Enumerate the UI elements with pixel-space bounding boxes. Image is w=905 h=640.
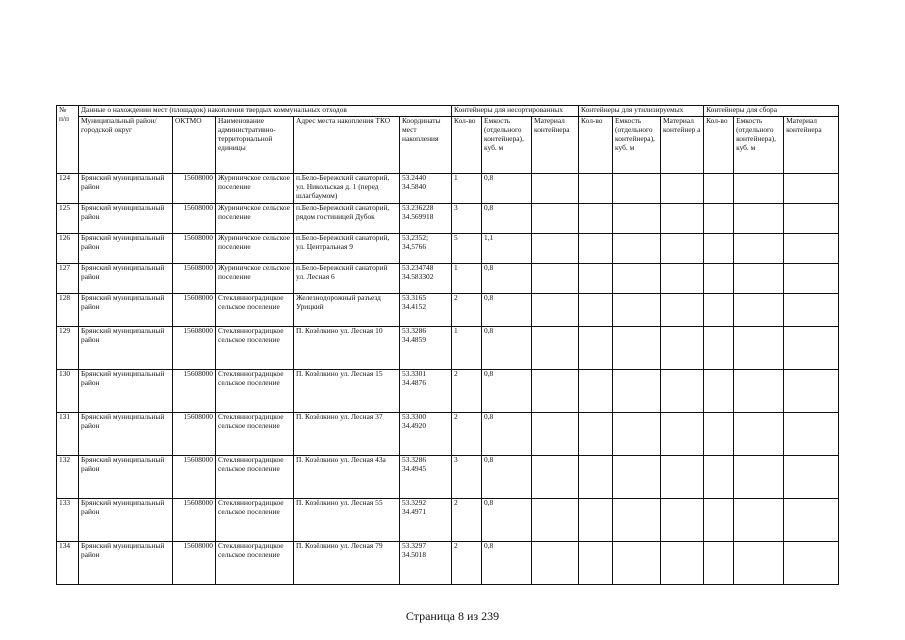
col-qty2-header: Кол-во	[579, 117, 613, 174]
col-material2-header: Материал контейнер а	[661, 117, 704, 174]
row-empty-cell	[661, 204, 704, 234]
row-num: 125	[57, 204, 79, 234]
row-district: Брянский муниципальный район	[79, 264, 173, 294]
row-empty-cell	[579, 413, 613, 456]
row-address: П. Козёлкино ул. Лесная 10	[294, 327, 400, 370]
row-oktmo: 15608000	[173, 413, 216, 456]
row-empty-cell	[579, 456, 613, 499]
row-empty-cell	[734, 370, 784, 413]
row-empty-cell	[532, 264, 579, 294]
row-coords: 53.3297 34.5018	[400, 542, 452, 585]
row-num: 132	[57, 456, 79, 499]
row-empty-cell	[704, 327, 734, 370]
col-qty-header: Кол-во	[452, 117, 482, 174]
col-admin-header: Наименование административно-территориальной единицы	[216, 117, 294, 174]
row-empty-cell	[579, 542, 613, 585]
row-empty-cell	[661, 413, 704, 456]
row-empty-cell	[661, 264, 704, 294]
row-empty-cell	[661, 234, 704, 264]
table-row	[57, 542, 839, 585]
row-oktmo: 15608000	[173, 294, 216, 327]
table-row	[57, 327, 839, 370]
row-admin: Журиничское сельское поселение	[216, 174, 294, 204]
row-empty-cell	[784, 174, 839, 204]
row-admin: Стеклянноградицкое сельское поселение	[216, 542, 294, 585]
row-admin: Стеклянноградицкое сельское поселение	[216, 413, 294, 456]
row-empty-cell	[734, 294, 784, 327]
row-num: 127	[57, 264, 79, 294]
row-empty-cell	[704, 542, 734, 585]
table-row	[57, 204, 839, 234]
group-header-places: Данные о нахождении мест (площадок) накопления твердых коммунальных отходов	[79, 106, 452, 117]
row-empty-cell	[734, 264, 784, 294]
row-qty: 1	[452, 327, 482, 370]
row-admin: Стеклянноградицкое сельское поселение	[216, 327, 294, 370]
row-empty-cell	[613, 327, 661, 370]
row-address: П. Козёлкино ул. Лесная 43а	[294, 456, 400, 499]
row-empty-cell	[784, 234, 839, 264]
row-empty-cell	[704, 264, 734, 294]
page-number-footer: Страница 8 из 239	[405, 609, 500, 623]
row-coords: 53.3286 34.4859	[400, 327, 452, 370]
row-empty-cell	[532, 327, 579, 370]
row-coords: 53.236228 34.569918	[400, 204, 452, 234]
row-district: Брянский муниципальный район	[79, 174, 173, 204]
row-empty-cell	[613, 174, 661, 204]
row-empty-cell	[784, 204, 839, 234]
row-empty-cell	[532, 542, 579, 585]
row-empty-cell	[784, 264, 839, 294]
group-header-recycle: Контейнеры для утилизируемых	[579, 106, 704, 117]
row-empty-cell	[661, 542, 704, 585]
row-empty-cell	[734, 456, 784, 499]
row-coords: 53.3292 34.4971	[400, 499, 452, 542]
row-empty-cell	[613, 234, 661, 264]
row-oktmo: 15608000	[173, 264, 216, 294]
row-empty-cell	[579, 327, 613, 370]
row-admin: Стеклянноградицкое сельское поселение	[216, 456, 294, 499]
row-address: п.Бело-Бережский санаторий, ул. Центральная 9	[294, 234, 400, 264]
row-address: п.Бело-Бережский санаторий ул. Лесная 6	[294, 264, 400, 294]
row-empty-cell	[704, 174, 734, 204]
row-empty-cell	[784, 456, 839, 499]
row-capacity: 0,8	[482, 413, 532, 456]
row-oktmo: 15608000	[173, 204, 216, 234]
row-empty-cell	[532, 174, 579, 204]
row-district: Брянский муниципальный район	[79, 294, 173, 327]
row-empty-cell	[579, 294, 613, 327]
row-empty-cell	[661, 456, 704, 499]
row-empty-cell	[734, 234, 784, 264]
row-empty-cell	[734, 499, 784, 542]
row-empty-cell	[532, 370, 579, 413]
row-empty-cell	[613, 542, 661, 585]
row-qty: 2	[452, 370, 482, 413]
row-empty-cell	[579, 370, 613, 413]
row-empty-cell	[784, 499, 839, 542]
table-row	[57, 370, 839, 413]
row-district: Брянский муниципальный район	[79, 234, 173, 264]
row-oktmo: 15608000	[173, 499, 216, 542]
row-empty-cell	[532, 234, 579, 264]
row-num: 124	[57, 174, 79, 204]
row-district: Брянский муниципальный район	[79, 413, 173, 456]
row-empty-cell	[613, 370, 661, 413]
row-qty: 1	[452, 174, 482, 204]
col-material3-header: Материал контейнера	[784, 117, 839, 174]
row-oktmo: 15608000	[173, 234, 216, 264]
table-row	[57, 413, 839, 456]
col-address-header: Адрес места накопления ТКО	[294, 117, 400, 174]
row-coords: 53.3301 34.4876	[400, 370, 452, 413]
row-coords: 53.3300 34.4920	[400, 413, 452, 456]
row-address: П. Козёлкино ул. Лесная 79	[294, 542, 400, 585]
row-num: 126	[57, 234, 79, 264]
col-material-header: Материал контейнера	[532, 117, 579, 174]
table-row	[57, 456, 839, 499]
row-empty-cell	[579, 234, 613, 264]
row-empty-cell	[661, 327, 704, 370]
row-num: 128	[57, 294, 79, 327]
row-oktmo: 15608000	[173, 174, 216, 204]
col-capacity3-header: Емкость (отдельного контейнера), куб. м	[734, 117, 784, 174]
row-address: П. Козёлкино ул. Лесная 15	[294, 370, 400, 413]
waste-sites-table	[56, 105, 839, 585]
row-num: 129	[57, 327, 79, 370]
row-empty-cell	[704, 234, 734, 264]
row-district: Брянский муниципальный район	[79, 204, 173, 234]
row-empty-cell	[704, 294, 734, 327]
row-qty: 2	[452, 413, 482, 456]
row-empty-cell	[613, 456, 661, 499]
col-capacity2-header: Емкость (отдельного контейнера), куб. м	[613, 117, 661, 174]
row-empty-cell	[532, 294, 579, 327]
row-admin: Журиничское сельское поселение	[216, 264, 294, 294]
row-coords: 53.3286 34.4945	[400, 456, 452, 499]
row-empty-cell	[613, 204, 661, 234]
group-header-unsorted: Контейнеры для несортированных	[452, 106, 579, 117]
column-header-row	[57, 117, 839, 174]
row-district: Брянский муниципальный район	[79, 542, 173, 585]
row-address: П. Козёлкино ул. Лесная 37	[294, 413, 400, 456]
row-oktmo: 15608000	[173, 370, 216, 413]
row-empty-cell	[661, 499, 704, 542]
row-empty-cell	[661, 370, 704, 413]
row-district: Брянский муниципальный район	[79, 327, 173, 370]
row-admin: Стеклянноградицкое сельское поселение	[216, 370, 294, 413]
row-empty-cell	[784, 294, 839, 327]
row-empty-cell	[579, 204, 613, 234]
row-empty-cell	[613, 264, 661, 294]
row-empty-cell	[613, 294, 661, 327]
col-capacity-header: Емкость (отдельного контейнера), куб. м	[482, 117, 532, 174]
row-capacity: 0,8	[482, 370, 532, 413]
row-empty-cell	[734, 204, 784, 234]
row-qty: 5	[452, 234, 482, 264]
row-empty-cell	[784, 542, 839, 585]
row-address: П. Козёлкино ул. Лесная 55	[294, 499, 400, 542]
table-row	[57, 264, 839, 294]
group-header-collect: Контейнеры для сбора	[704, 106, 839, 117]
table-row	[57, 294, 839, 327]
row-qty: 1	[452, 264, 482, 294]
row-num: 130	[57, 370, 79, 413]
table-row	[57, 174, 839, 204]
row-coords: 53.2440 34.5840	[400, 174, 452, 204]
row-num: 131	[57, 413, 79, 456]
row-capacity: 0,8	[482, 264, 532, 294]
row-empty-cell	[704, 499, 734, 542]
row-capacity: 0,8	[482, 204, 532, 234]
row-capacity: 0,8	[482, 456, 532, 499]
row-oktmo: 15608000	[173, 542, 216, 585]
row-qty: 3	[452, 456, 482, 499]
row-num: 134	[57, 542, 79, 585]
row-qty: 3	[452, 204, 482, 234]
row-empty-cell	[661, 294, 704, 327]
row-empty-cell	[532, 413, 579, 456]
col-district-header: Муниципальный район/городской округ	[79, 117, 173, 174]
col-coords-header: Координаты мест накопления	[400, 117, 452, 174]
row-num: 133	[57, 499, 79, 542]
row-empty-cell	[784, 370, 839, 413]
row-admin: Стеклянноградицкое сельское поселение	[216, 499, 294, 542]
row-capacity: 0,8	[482, 542, 532, 585]
row-empty-cell	[704, 456, 734, 499]
row-capacity: 0,8	[482, 294, 532, 327]
row-empty-cell	[532, 204, 579, 234]
table-row	[57, 234, 839, 264]
row-admin: Стеклянноградицкое сельское поселение	[216, 294, 294, 327]
row-empty-cell	[734, 174, 784, 204]
row-capacity: 0,8	[482, 327, 532, 370]
row-empty-cell	[532, 456, 579, 499]
row-oktmo: 15608000	[173, 327, 216, 370]
row-admin: Журиничское сельское поселение	[216, 204, 294, 234]
row-coords: 53.3165 34.4152	[400, 294, 452, 327]
row-empty-cell	[734, 413, 784, 456]
row-empty-cell	[704, 370, 734, 413]
row-empty-cell	[784, 413, 839, 456]
row-district: Брянский муниципальный район	[79, 456, 173, 499]
row-empty-cell	[532, 499, 579, 542]
col-qty3-header: Кол-во	[704, 117, 734, 174]
row-empty-cell	[734, 542, 784, 585]
row-qty: 2	[452, 542, 482, 585]
group-header-row	[57, 106, 839, 117]
row-empty-cell	[579, 499, 613, 542]
row-oktmo: 15608000	[173, 456, 216, 499]
row-address: Железнодорожный разъезд Урицкий	[294, 294, 400, 327]
row-empty-cell	[579, 264, 613, 294]
row-empty-cell	[661, 174, 704, 204]
row-coords: 53.234748 34.583302	[400, 264, 452, 294]
row-empty-cell	[704, 204, 734, 234]
row-qty: 2	[452, 294, 482, 327]
row-empty-cell	[704, 413, 734, 456]
row-capacity: 1,1	[482, 234, 532, 264]
col-oktmo-header: ОКТМО	[173, 117, 216, 174]
row-empty-cell	[734, 327, 784, 370]
row-capacity: 0,8	[482, 174, 532, 204]
row-qty: 2	[452, 499, 482, 542]
row-capacity: 0,8	[482, 499, 532, 542]
row-empty-cell	[784, 327, 839, 370]
col-num-header: № п/п	[57, 106, 79, 174]
row-district: Брянский муниципальный район	[79, 499, 173, 542]
row-address: п.Бело-Бережский санаторий, ул. Никольская д. 1 (перед шлагбаумом)	[294, 174, 400, 204]
row-admin: Журиничское сельское поселение	[216, 234, 294, 264]
row-empty-cell	[579, 174, 613, 204]
row-coords: 53,2352; 34,5766	[400, 234, 452, 264]
row-empty-cell	[613, 413, 661, 456]
row-district: Брянский муниципальный район	[79, 370, 173, 413]
row-empty-cell	[613, 499, 661, 542]
row-address: п.Бело-Бережский санаторий, рядом гостиницей Дубок	[294, 204, 400, 234]
table-row	[57, 499, 839, 542]
